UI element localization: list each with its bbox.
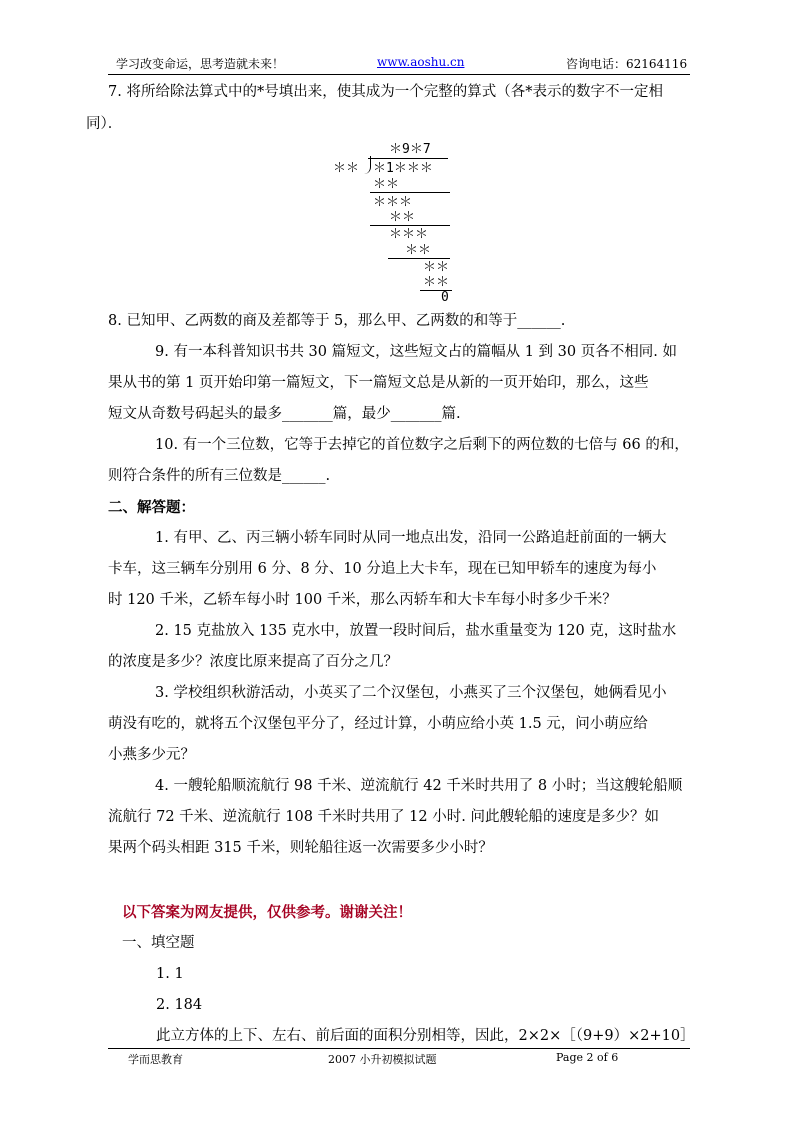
q7-line-2: 同）． bbox=[86, 116, 123, 132]
header-phone: 咨询电话：62164116 bbox=[566, 57, 688, 71]
division-rule-2 bbox=[370, 225, 450, 226]
p4-line-3: 果两个码头相距 315 千米，则轮船往返一次需要多少小时？ bbox=[108, 840, 493, 856]
q9-line-2: 果从书的第 1 页开始印第一篇短文，下一篇短文总是从新的一页开始印，那么，这些 bbox=[108, 375, 649, 391]
p2-line-2: 的浓度是多少？浓度比原来提高了百分之几？ bbox=[108, 654, 398, 670]
footer-school: 学而思教育 bbox=[128, 1053, 183, 1066]
division-step-3: ＊＊ bbox=[389, 210, 416, 225]
p1-line-1: 1. 有甲、乙、丙三辆小轿车同时从同一地点出发，沿同一公路追赶前面的一辆大 bbox=[155, 530, 667, 546]
answers-heading: 一、填空题 bbox=[122, 935, 195, 951]
answer-1: 1. 1 bbox=[156, 966, 184, 982]
division-step-6: ＊＊ bbox=[423, 260, 450, 275]
division-dividend: ＊1＊＊＊ bbox=[373, 161, 433, 176]
p1-line-3: 时 120 千米，乙轿车每小时 100 千米，那么丙轿车和大卡车每小时多少千米？ bbox=[108, 592, 617, 608]
division-quotient: ＊9＊7 bbox=[389, 142, 431, 157]
division-step-5: ＊＊ bbox=[405, 243, 432, 258]
division-remainder: 0 bbox=[441, 290, 449, 305]
p4-line-2: 流航行 72 千米、逆流航行 108 千米时共用了 12 小时. 问此艘轮船的速度是多少？如 bbox=[108, 809, 659, 825]
q7-line-1: 7. 将所给除法算式中的*号填出来，使其成为一个完整的算式（各*表示的数字不一定相 bbox=[108, 84, 663, 100]
p3-line-2: 萌没有吃的，就将五个汉堡包平分了，经过计算，小萌应给小英 1.5 元，问小萌应给 bbox=[108, 716, 648, 732]
footer-exam: 2007 小升初模拟试题 bbox=[328, 1053, 437, 1066]
section2-title: 二、解答题： bbox=[108, 499, 195, 516]
p3-line-1: 3. 学校组织秋游活动，小英买了二个汉堡包，小燕买了三个汉堡包，她俩看见小 bbox=[155, 685, 667, 701]
division-rule-3 bbox=[388, 258, 450, 259]
p2-line-1: 2. 15 克盐放入 135 克水中，放置一段时间后，盐水重量变为 120 克，这时盐水 bbox=[155, 623, 677, 639]
division-step-1: ＊＊ bbox=[373, 177, 400, 192]
header-slogan: 学习改变命运，思考造就未来！ bbox=[116, 57, 285, 71]
answer-2: 2. 184 bbox=[156, 997, 203, 1013]
answers-notice: 以下答案为网友提供，仅供参考。谢谢关注！ bbox=[122, 904, 412, 921]
division-step-4: ＊＊＊ bbox=[389, 227, 429, 242]
division-divisor: ＊＊ bbox=[333, 161, 360, 176]
division-rule-1 bbox=[370, 192, 450, 193]
footer-rule bbox=[108, 1048, 690, 1049]
p4-line-1: 4. 一艘轮船顺流航行 98 千米、逆流航行 42 千米时共用了 8 小时；当这艘轮船顺 bbox=[155, 778, 683, 794]
q8: 8. 已知甲、乙两数的商及差都等于 5，那么甲、乙两数的和等于______. bbox=[108, 313, 566, 329]
q10-line-1: 10. 有一个三位数，它等于去掉它的首位数字之后剩下的两位数的七倍与 66 的和， bbox=[155, 437, 689, 453]
q10-line-2: 则符合条件的所有三位数是______. bbox=[108, 468, 331, 484]
header-rule bbox=[108, 74, 690, 75]
division-bracket bbox=[364, 156, 371, 174]
header-website-link[interactable]: www.aoshu.cn bbox=[377, 55, 465, 69]
division-step-2: ＊＊＊ bbox=[373, 195, 413, 210]
p1-line-2: 卡车，这三辆车分别用 6 分、8 分、10 分追上大卡车，现在已知甲轿车的速度为每小 bbox=[108, 561, 657, 577]
q9-line-3: 短文从奇数号码起头的最多_______篇，最少_______篇. bbox=[108, 406, 461, 422]
p3-line-3: 小燕多少元？ bbox=[108, 747, 195, 763]
division-bar bbox=[368, 158, 448, 159]
page-header bbox=[0, 55, 794, 75]
q9-line-1: 9. 有一本科普知识书共 30 篇短文，这些短文占的篇幅从 1 到 30 页各不相同. 如 bbox=[155, 344, 677, 360]
division-step-7: ＊＊ bbox=[423, 275, 450, 290]
footer-page-number: Page 2 of 6 bbox=[556, 1051, 619, 1064]
answer-3: 此立方体的上下、左右、前后面的面积分别相等，因此，2×2×［（9+9）×2+10］ bbox=[156, 1028, 695, 1044]
